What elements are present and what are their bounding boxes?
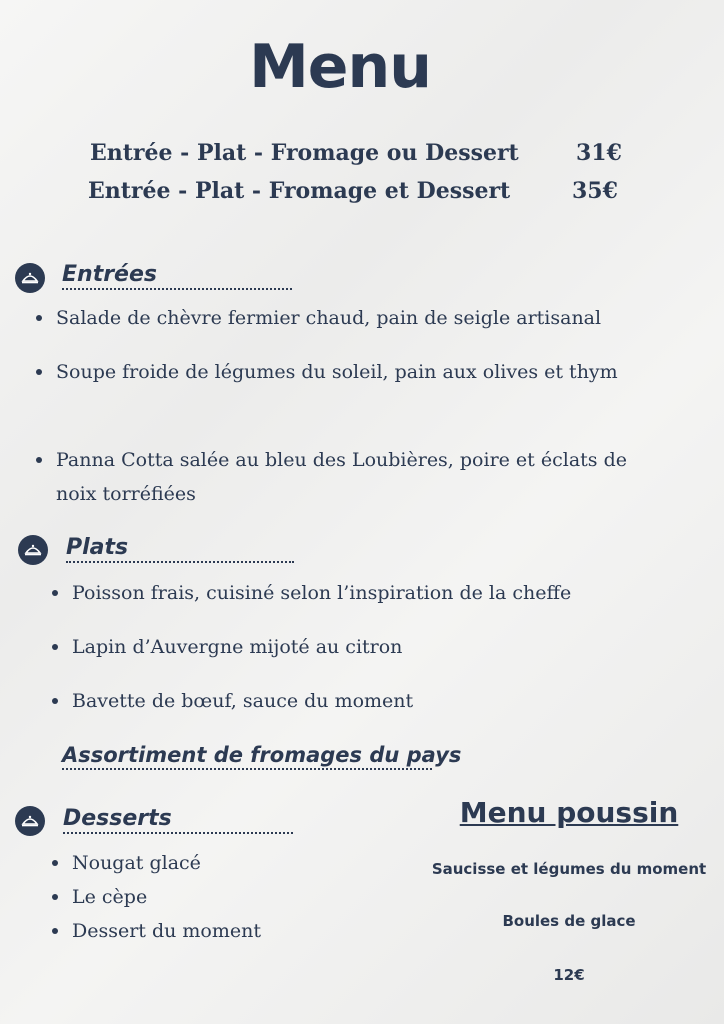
list-item: Dessert du moment <box>72 914 392 948</box>
section-title-plats: Plats <box>66 535 294 563</box>
poussin-title: Menu poussin <box>459 796 679 829</box>
formula-row <box>88 178 628 208</box>
list-item: Panna Cotta salée au bleu des Loubières, poire et éclats de noix torréfiées <box>56 443 671 511</box>
section-title-desserts: Desserts <box>63 806 293 834</box>
list-item: Salade de chèvre fermier chaud, pain de seigle artisanal <box>56 301 686 335</box>
formula-row <box>90 140 630 170</box>
list-item: Soupe froide de légumes du soleil, pain aux olives et thym <box>56 355 656 389</box>
section-title-entrees: Entrées <box>62 262 292 290</box>
formula-label: Entrée - Plat - Fromage et Dessert <box>88 178 511 204</box>
food-cloche-icon <box>18 535 48 565</box>
food-cloche-icon <box>15 806 45 836</box>
poussin-price: 12€ <box>553 966 585 984</box>
food-cloche-icon <box>15 263 45 293</box>
poussin-item: Saucisse et légumes du moment <box>431 860 707 878</box>
poussin-item: Boules de glace <box>502 912 636 930</box>
list-item: Poisson frais, cuisiné selon l’inspiration de la cheffe <box>72 576 692 610</box>
formula-price: 31€ <box>576 140 622 166</box>
formula-label: Entrée - Plat - Fromage ou Dessert <box>90 140 519 166</box>
list-item: Nougat glacé <box>72 846 392 880</box>
list-item: Le cèpe <box>72 880 392 914</box>
section-title-fromages: Assortiment de fromages du pays <box>62 743 432 770</box>
list-item: Lapin d’Auvergne mijoté au citron <box>72 630 672 664</box>
page-title: Menu <box>249 32 431 102</box>
list-item: Bavette de bœuf, sauce du moment <box>72 684 672 718</box>
formula-price: 35€ <box>572 178 618 204</box>
